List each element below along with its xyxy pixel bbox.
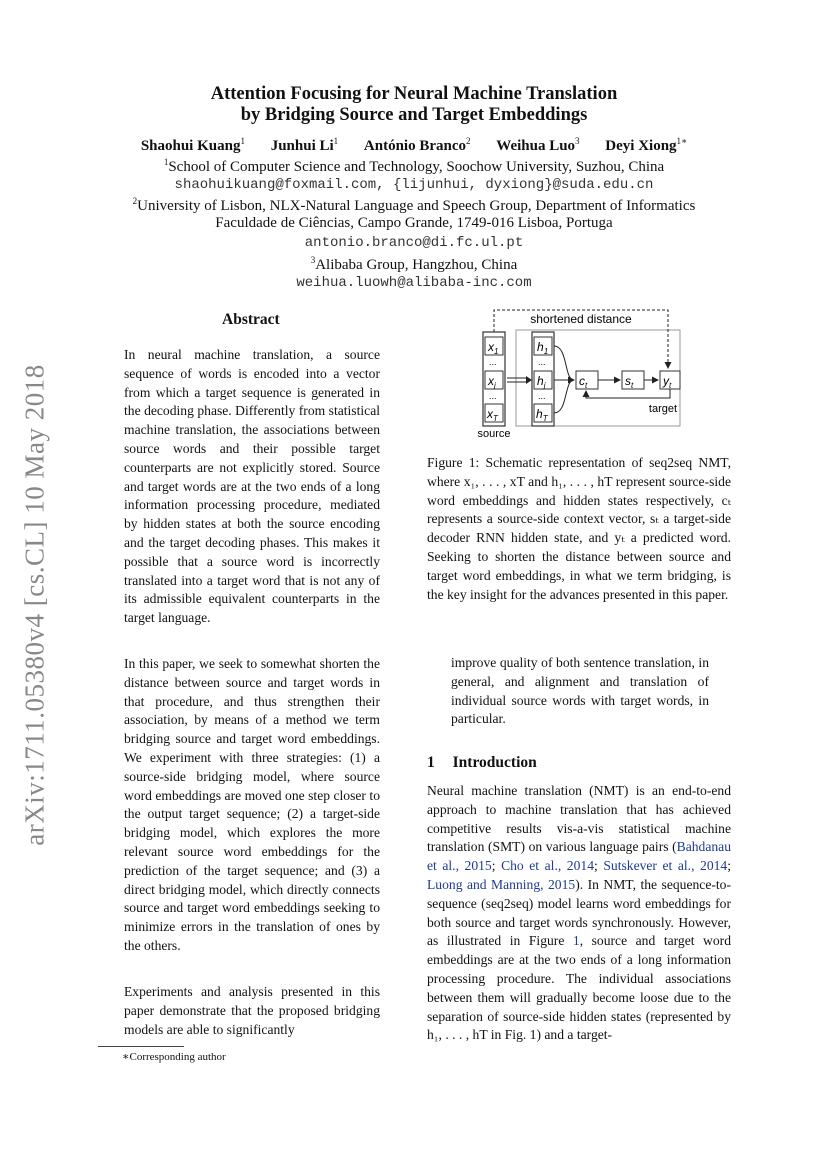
yt-label: $y_t$ — [663, 374, 672, 390]
citation-link[interactable]: Bahdanau et al., 2015 — [427, 839, 731, 874]
hidden-dots-1: ... — [538, 357, 546, 367]
ct-label: $c_t$ — [579, 374, 588, 390]
label-shortened-distance: shortened distance — [530, 312, 632, 326]
title-line-2: by Bridging Source and Target Embeddings — [240, 105, 588, 125]
abstract-paragraph-3: Experiments and analysis presented in this paper demonstrate that the proposed bridging models are able to significantly — [124, 984, 380, 1037]
h1-label: $h_1$ — [537, 340, 549, 356]
intro-paragraph-1: Neural machine translation (NMT) is an end-to-end approach to machine translation that has achieved competitive results vis-a-vis statistical machine translation (SMT) on various language pairs (Bahdanau et al., 2015; Cho et al., 2014; Sutskever et al., 2014; Luong and Manning, 2015). In NMT, the sequence-to-sequence (seq2seq) model learns word embeddings for both source and target words synchronously. However, as illustrated in Figure 1, source and target word embeddings are at the two ends of a long information processing procedure. The individual associations between them will gradually become loose due to the separation of source-side hidden states (represented by h₁, . . . , hT in Fig. 1) and a target- — [427, 783, 732, 1043]
citation-link[interactable]: Sutskever et al., 2014 — [603, 858, 728, 874]
citation-link[interactable]: Luong and Manning, 2015 — [427, 876, 576, 892]
author: Junhui Li$^1$ — [270, 136, 339, 154]
affiliation-2: $^2$University of Lisbon, NLX-Natural Language and Speech Group, Department of Informatics — [132, 196, 696, 214]
section-title: Introduction — [452, 754, 537, 771]
title-line-1: Attention Focusing for Neural Machine Translation — [210, 84, 618, 104]
affiliation-2-line-2: Faculdade de Ciências, Campo Grande, 1749-016 Lisboa, Portuga — [215, 215, 613, 231]
author: Deyi Xiong$^{1∗}$ — [605, 136, 688, 154]
source-dots-1: ... — [489, 357, 497, 367]
label-target: target — [648, 403, 678, 415]
section-number: 1 — [427, 754, 435, 771]
figure-1-diagram — [468, 306, 688, 444]
author: António Branco$^2$ — [363, 136, 471, 154]
hj-label: $h_j$ — [537, 374, 546, 390]
abstract-paragraph-1: In neural machine translation, a source sequence of words is encoded into a vector from which a target sequence is generated in the decoding phase. Differently from statistical machine translation, the associations between source words and their possible target counterparts are not explicitly stored. Source and target words are at the two ends of a long information processing procedure, mediated by hidden states at both the source encoding and the target decoding phases. This makes it possible that a source word is incorrectly translated into a target word that is not any of its admissible equivalent counterparts in the target language. — [124, 347, 380, 626]
xj-label: $x_j$ — [488, 374, 496, 390]
footnote-rule — [98, 1046, 184, 1047]
section-heading-introduction — [427, 754, 537, 772]
abstract-heading: Abstract — [222, 311, 280, 328]
source-dots-2: ... — [489, 391, 497, 401]
figure-reference-link[interactable]: 1 — [572, 933, 580, 949]
affiliation-3: $^3$Alibaba Group, Hangzhou, China — [310, 255, 518, 273]
author: Weihua Luo$^3$ — [496, 136, 580, 154]
x1-label: $x_1$ — [488, 340, 499, 356]
author-list — [80, 136, 748, 155]
st-label: $s_t$ — [625, 374, 634, 390]
author: Shaohui Kuang$^1$ — [140, 136, 245, 154]
footnote: ∗Corresponding author — [122, 1051, 226, 1063]
paper-title — [100, 84, 728, 126]
xT-label: $x_T$ — [487, 407, 498, 423]
affiliation-1: $^1$School of Computer Science and Technology, Soochow University, Suzhou, China — [163, 157, 665, 175]
hidden-dots-2: ... — [538, 391, 546, 401]
email-2: antonio.branco@di.fc.ul.pt — [304, 235, 524, 251]
email-1: shaohuikuang@foxmail.com, {lijunhui, dyxiong}@suda.edu.cn — [174, 177, 654, 193]
embedding-arrow — [526, 376, 532, 384]
citation-link[interactable]: Cho et al., 2014 — [501, 858, 594, 874]
arxiv-identifier: arXiv:1711.05380v4 [cs.CL] 10 May 2018 — [19, 364, 50, 846]
abstract-paragraph-3-continued: improve quality of both sentence translation, in general, and alignment and translation of individual source words with target words, in particular. — [451, 655, 709, 727]
arxiv-stamp — [10, 355, 60, 855]
figure-1-caption: Figure 1: Schematic representation of seq2seq NMT, where x₁, . . . , xT and h₁, . . . , hT represent source-side word embeddings and hidden states respectively, cₜ represents a source-side context vector, sₜ a target-side decoder RNN hidden state, and yₜ a predicted word. Seeking to shorten the distance between source and target word embeddings, in what we term bridging, is the key insight for the advances presented in this paper. — [427, 455, 731, 602]
label-source: source — [477, 428, 511, 440]
email-3: weihua.luowh@alibaba-inc.com — [296, 275, 532, 291]
abstract-paragraph-2: In this paper, we seek to somewhat shorten the distance between source and target words in that procedure, and thus strengthen their association, by means of a method we term bridging source and target word embeddings. We experiment with three strategies: (1) a source-side bridging model, where source word embeddings are moved one step closer to the output target sequence; (2) a target-side bridging model, which explores the more relevant source word embeddings for the prediction of the target sequence; and (3) a direct bridging model, which directly connects source and target word embeddings seeking to minimize errors in the translation of ones by the others. — [124, 656, 380, 953]
hT-label: $h_T$ — [536, 407, 548, 423]
